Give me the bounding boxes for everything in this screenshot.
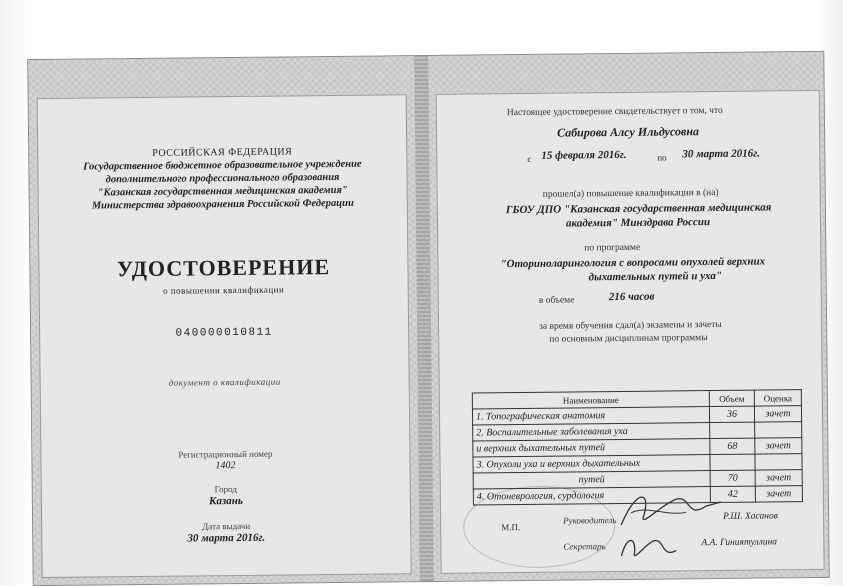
row-hours: 42	[710, 486, 755, 502]
row-hours: 70	[710, 470, 755, 486]
left-page	[37, 94, 412, 578]
row-grade	[755, 454, 802, 470]
country-label: РОССИЙСКАЯ ФЕДЕРАЦИЯ	[152, 146, 293, 159]
doc-type-label: документ о квалификации	[168, 376, 281, 388]
row-hours: 36	[709, 406, 754, 422]
exam-line-1: за время обучения сдал(а) экзамены и зачеты	[539, 319, 722, 332]
row-hours	[710, 454, 755, 470]
issue-date-label: Дата выдачи	[202, 520, 251, 532]
passed-text: прошел(а) повышение квалификации в (на)	[542, 187, 719, 200]
city: Казань	[208, 494, 243, 508]
row-name: 2. Воспалительные заболевания уха	[473, 423, 710, 441]
program-line-2: дыхательных путей и уха"	[588, 269, 722, 284]
institution-line-2: дополнительного профессионального образования	[105, 171, 340, 186]
row-name: 3. Опухоли уха и верхних дыхательных	[473, 455, 710, 473]
date-from: 15 февраля 2016г.	[541, 148, 627, 162]
date-to: 30 марта 2016г.	[682, 147, 760, 161]
secretary-signature	[616, 530, 686, 567]
volume-value: 216 часов	[608, 290, 655, 304]
institution-line-1: Государственное бюджетное образовательное учреждение	[83, 158, 362, 173]
person-name: Сабирова Алсу Ильдусовна	[556, 124, 700, 140]
header-grade: Оценка	[754, 390, 801, 406]
head-name: Р.Ш. Хасанов	[723, 511, 778, 522]
head-label: Руководитель	[563, 515, 617, 526]
certificate-spread	[27, 51, 829, 586]
certificate-number: 040000010811	[175, 326, 273, 340]
row-hours: 68	[710, 438, 755, 454]
city-label: Город	[214, 484, 237, 495]
certificate-subtitle: о повышении квалификации	[163, 284, 285, 296]
right-page	[436, 90, 825, 574]
header-name: Наименование	[472, 391, 709, 409]
volume-label: в объеме	[538, 295, 575, 306]
org-line-1: ГБОУ ДПО "Казанская государственная медицинская	[505, 201, 772, 217]
issue-date: 30 марта 2016г.	[187, 531, 266, 545]
row-name: и верхних дыхательных путей	[473, 439, 710, 457]
certificate-title: УДОСТОВЕРЕНИЕ	[116, 254, 331, 282]
row-grade: зачет	[754, 406, 801, 422]
program-label: по программе	[584, 242, 641, 254]
program-line-1: "Оториноларингология с вопросами опухолей верхних	[500, 255, 766, 271]
row-name: 4. Отоневрология, сурдология	[473, 487, 710, 505]
stamp-circle	[463, 485, 616, 569]
exam-line-2: по основным дисциплинам программы	[549, 333, 708, 345]
header-hours: Объем	[709, 390, 754, 406]
row-grade	[755, 422, 802, 438]
row-grade: зачет	[755, 438, 802, 454]
to-prefix: по	[657, 152, 667, 163]
secretary-label: Секретарь	[563, 541, 606, 552]
row-name: 1. Топографическая анатомия	[472, 407, 709, 425]
institution-line-3: "Казанская государственная медицинская академия"	[97, 184, 348, 199]
head-signature	[616, 484, 727, 535]
reg-number: 1402	[215, 460, 236, 472]
row-grade: зачет	[755, 470, 802, 486]
reg-number-label: Регистрационный номер	[178, 448, 273, 460]
institution-line-4: Министерства здравоохранения Российской Федерации	[91, 197, 354, 212]
row-hours	[710, 422, 755, 438]
from-prefix: с	[527, 153, 532, 164]
intro-text: Настоящее удостоверение свидетельствует о том, что	[506, 105, 723, 119]
row-grade: зачет	[755, 486, 802, 502]
mp-label: М.П.	[501, 522, 521, 533]
row-name: путей	[473, 471, 710, 489]
secretary-name: А.А. Гиниятуллина	[701, 537, 778, 549]
org-line-2: академия" Минздрава России	[565, 216, 711, 230]
